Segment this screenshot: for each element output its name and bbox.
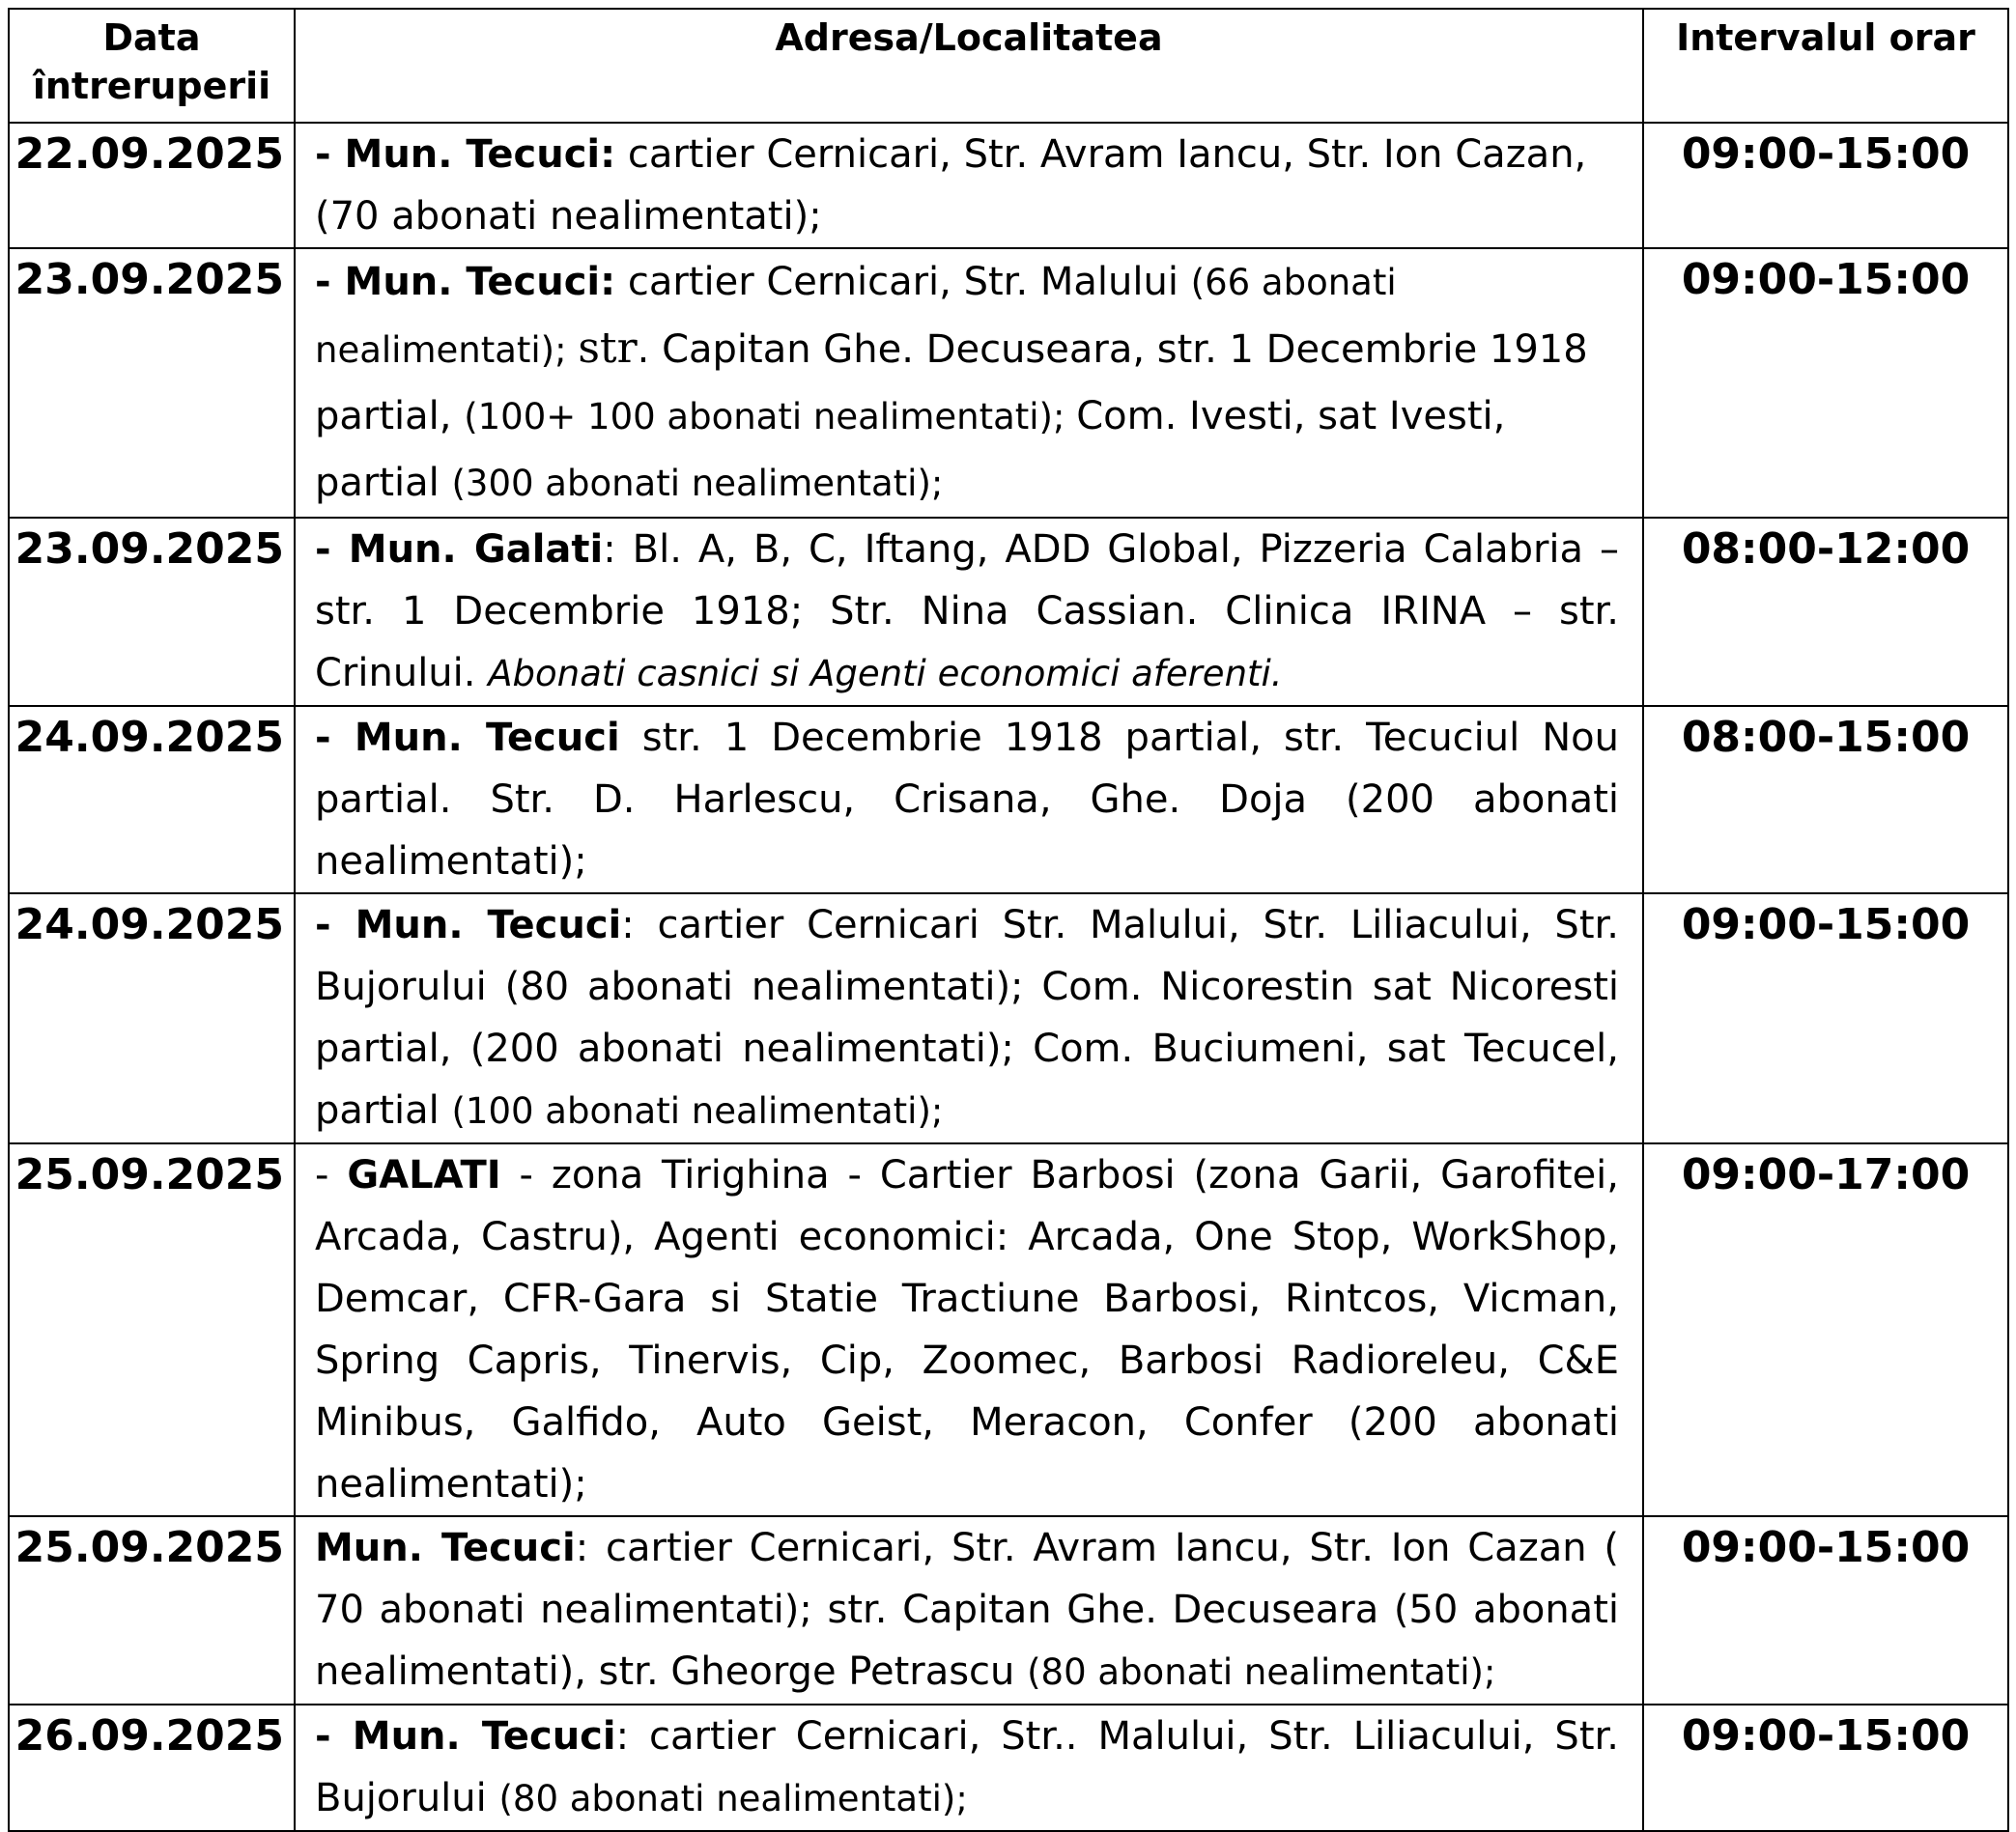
row-interval: 09:00-15:00 bbox=[1643, 248, 2008, 518]
address-locality: - Mun. Tecuci: bbox=[315, 132, 616, 177]
row-date: 26.09.2025 bbox=[9, 1705, 295, 1831]
address-text: str. Gheorge Petrascu bbox=[598, 1649, 1028, 1694]
address-locality: - Mun. Tecuci: bbox=[315, 260, 616, 304]
address-subscribers: (200 abonati nealimentati); bbox=[469, 1027, 1034, 1071]
address-locality: - Mun. Tecuci bbox=[315, 1714, 616, 1759]
address-locality: GALATI bbox=[347, 1153, 501, 1198]
row-address bbox=[295, 248, 1643, 518]
header-address: Adresa/Localitatea bbox=[295, 9, 1643, 123]
row-date: 25.09.2025 bbox=[9, 1516, 295, 1705]
header-date-line2: întreruperii bbox=[32, 65, 271, 107]
address-subscribers: (100+ 100 abonati nealimentati); bbox=[464, 396, 1077, 437]
table-header-row bbox=[9, 9, 2008, 123]
row-interval: 09:00-15:00 bbox=[1643, 1705, 2008, 1831]
address-text-serif: str bbox=[578, 324, 638, 373]
address-text: Com. Nicorestin sat Nicoresti partial, bbox=[315, 965, 1619, 1071]
row-date: 24.09.2025 bbox=[9, 893, 295, 1143]
row-address bbox=[295, 706, 1643, 893]
row-interval: 09:00-15:00 bbox=[1643, 893, 2008, 1143]
address-text: Com. Ivesti, sat Ivesti, partial bbox=[315, 394, 1506, 505]
address-subscribers: (50 abonati nealimentati), bbox=[315, 1588, 1619, 1694]
table-row bbox=[9, 123, 2008, 248]
row-address bbox=[295, 1143, 1643, 1516]
row-date: 22.09.2025 bbox=[9, 123, 295, 248]
row-date: 23.09.2025 bbox=[9, 248, 295, 518]
table-row bbox=[9, 518, 2008, 706]
outage-schedule-table bbox=[8, 8, 2009, 1832]
address-text: Com. Buciumeni, sat Tecucel, partial bbox=[315, 1027, 1619, 1133]
table-row bbox=[9, 893, 2008, 1143]
row-address bbox=[295, 518, 1643, 706]
header-date bbox=[9, 9, 295, 123]
row-date: 23.09.2025 bbox=[9, 518, 295, 706]
row-address bbox=[295, 893, 1643, 1143]
row-interval: 09:00-15:00 bbox=[1643, 1516, 2008, 1705]
address-locality: - Mun. Tecuci bbox=[315, 903, 622, 947]
address-locality: Mun. Tecuci bbox=[315, 1526, 576, 1570]
address-subscribers: ( 70 abonati nealimentati); bbox=[315, 1526, 1619, 1632]
address-subscribers: (80 abonati nealimentati); bbox=[1027, 1651, 1496, 1693]
table-row bbox=[9, 1143, 2008, 1516]
address-text: : cartier Cernicari, Str.. Malului, Str. Liliacului, Str. Bujorului bbox=[315, 1714, 1619, 1820]
address-subscribers: (80 abonati nealimentati); bbox=[498, 1778, 968, 1819]
table-row bbox=[9, 1705, 2008, 1831]
row-address bbox=[295, 123, 1643, 248]
address-subscribers: (70 abonati nealimentati); bbox=[315, 194, 822, 239]
address-text: . Capitan Ghe. Decuseara, str. 1 Decembrie 1918 partial, bbox=[315, 327, 1588, 438]
row-address bbox=[295, 1516, 1643, 1705]
row-interval: 09:00-17:00 bbox=[1643, 1143, 2008, 1516]
address-text: str. 1 Decembrie 1918 partial, str. Tecuciul Nou partial. Str. D. Harlescu, Crisana, Ghe. Doja bbox=[315, 716, 1619, 822]
address-locality: - Mun. Tecuci bbox=[315, 716, 620, 760]
address-subscribers: (200 abonati nealimentati); bbox=[315, 777, 1619, 884]
table-row bbox=[9, 248, 2008, 518]
address-text: cartier Cernicari, Str. Avram Iancu, Str. Ion Cazan, bbox=[615, 132, 1587, 177]
address-locality: - Mun. Galati bbox=[315, 527, 604, 572]
address-text: str. Capitan Ghe. Decuseara bbox=[827, 1588, 1394, 1632]
row-date: 24.09.2025 bbox=[9, 706, 295, 893]
address-subscribers: (300 abonati nealimentati); bbox=[451, 463, 944, 504]
row-interval: 08:00-15:00 bbox=[1643, 706, 2008, 893]
address-text: - zona Tirighina - Cartier Barbosi (zona Garii, Garofitei, Arcada, Castru), Agenti economici: Arcada, One Stop, WorkShop, Demcar, CFR-Gara si Statie Tractiune Barbosi, Rintcos, Vicman, Spring Capris, Tinervis, Cip, Zoomec, Barbosi Radioreleu, C&E Minibus, Galfido, Auto Geist, Meracon, Confer (200 abonati nealimentati); bbox=[315, 1153, 1620, 1507]
header-date-line1: Data bbox=[102, 16, 201, 59]
address-text: cartier Cernicari, Str. Malului bbox=[615, 260, 1191, 304]
row-address bbox=[295, 1705, 1643, 1831]
table-row bbox=[9, 1516, 2008, 1705]
address-prefix: - bbox=[315, 1153, 348, 1198]
address-subscribers: (66 abonati nealimentati); bbox=[315, 262, 1397, 371]
row-date: 25.09.2025 bbox=[9, 1143, 295, 1516]
address-subscribers: (80 abonati nealimentati); bbox=[504, 965, 1042, 1009]
address-note: Abonati casnici si Agenti economici aferenti. bbox=[488, 653, 1283, 694]
header-interval: Intervalul orar bbox=[1643, 9, 2008, 123]
row-interval: 08:00-12:00 bbox=[1643, 518, 2008, 706]
address-text: : cartier Cernicari Str. Malului, Str. Liliacului, Str. Bujorului bbox=[315, 903, 1619, 1009]
row-interval: 09:00-15:00 bbox=[1643, 123, 2008, 248]
address-subscribers: (100 abonati nealimentati); bbox=[451, 1090, 944, 1132]
address-text: : cartier Cernicari, Str. Avram Iancu, Str. Ion Cazan bbox=[575, 1526, 1604, 1570]
address-text: : Bl. A, B, C, Iftang, ADD Global, Pizzeria Calabria – str. 1 Decembrie 1918; Str. Nina Cassian. Clinica IRINA – str. Crinului. bbox=[315, 527, 1619, 695]
table-row bbox=[9, 706, 2008, 893]
